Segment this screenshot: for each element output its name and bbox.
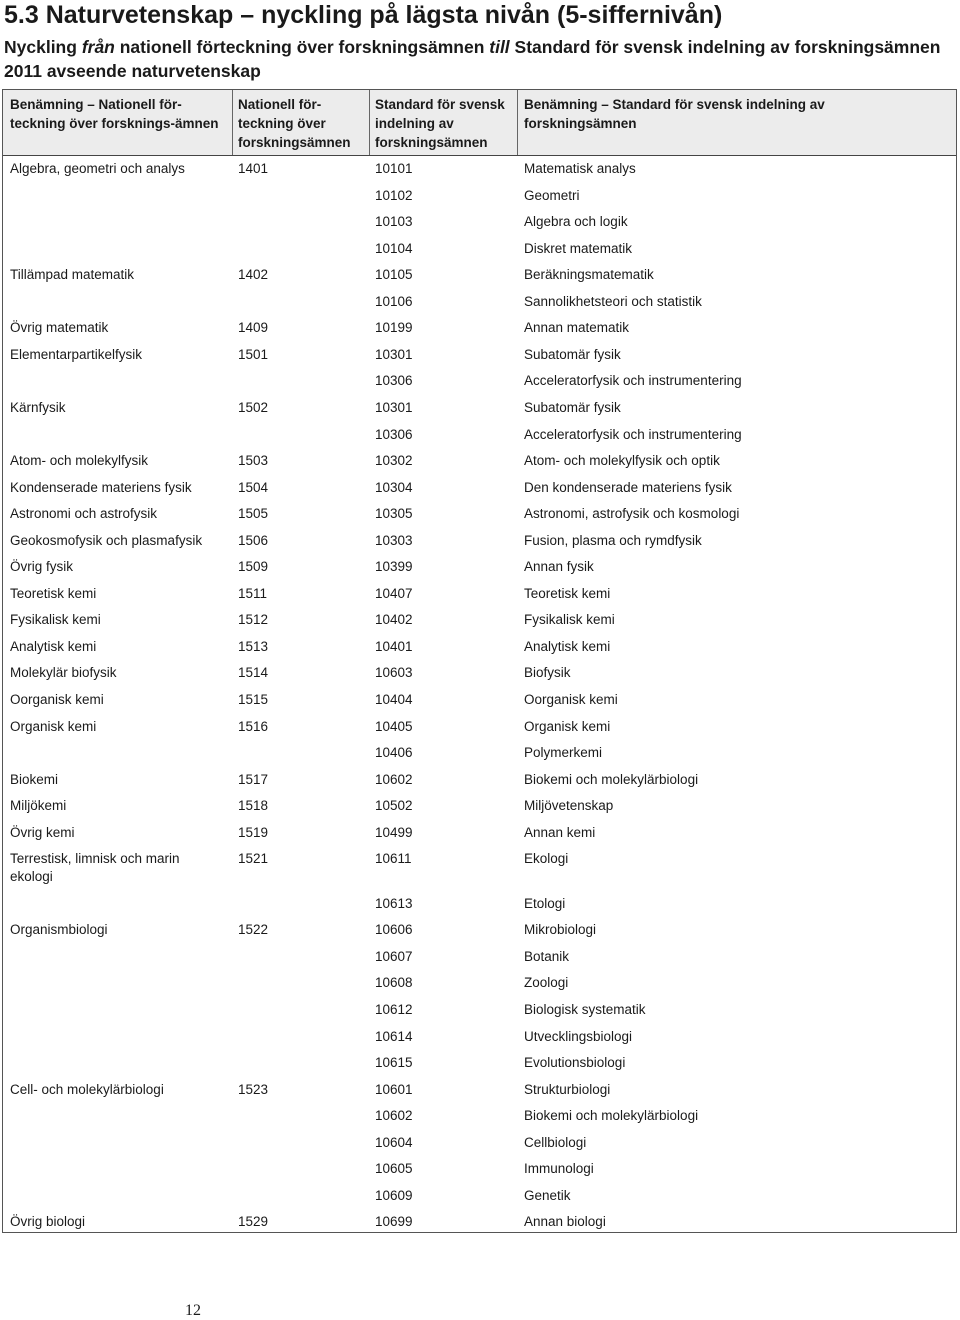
cell-name-national: Molekylär biofysik (10, 665, 117, 680)
header-code-standard: Standard för svensk indelning av forskningsämnen (375, 97, 505, 150)
cell-name-national: Övrig kemi (10, 825, 75, 840)
cell-name-standard: Evolutionsbiologi (524, 1055, 626, 1070)
cell-code-standard: 10407 (375, 586, 413, 601)
cell-code-national: 1516 (238, 719, 269, 734)
cell-name-national: Organismbiologi (10, 922, 108, 937)
cell-code-national: 1519 (238, 825, 269, 840)
cell-name-national: Övrig fysik (10, 559, 74, 574)
cell-name-standard: Fusion, plasma och rymdfysik (524, 533, 702, 548)
cell-name-national: Terrestisk, limnisk och marin ekologi (10, 851, 180, 884)
cell-name-standard: Algebra och logik (524, 214, 628, 229)
cell-code-standard: 10306 (375, 373, 413, 388)
page-title: 5.3 Naturvetenskap – nyckling på lägsta nivån (5-siffernivån) (4, 1, 723, 29)
cell-name-standard: Genetik (524, 1188, 571, 1203)
cell-name-standard: Subatomär fysik (524, 347, 621, 362)
cell-code-standard: 10601 (375, 1082, 413, 1097)
cell-name-standard: Geometri (524, 188, 580, 203)
cell-code-standard: 10603 (375, 665, 413, 680)
cell-code-standard: 10103 (375, 214, 413, 229)
cell-code-standard: 10399 (375, 559, 413, 574)
cell-code-national: 1517 (238, 772, 269, 787)
cell-name-standard: Immunologi (524, 1161, 594, 1176)
cell-code-standard: 10302 (375, 453, 413, 468)
cell-code-standard: 10402 (375, 612, 413, 627)
cell-name-standard: Annan matematik (524, 320, 630, 335)
cell-code-standard: 10602 (375, 772, 413, 787)
cell-code-national: 1512 (238, 612, 269, 627)
mapping-table (2, 89, 957, 1233)
cell-name-standard: Cellbiologi (524, 1135, 587, 1150)
cell-code-national: 1523 (238, 1082, 269, 1097)
cell-code-standard: 10604 (375, 1135, 413, 1150)
page-subtitle (4, 35, 954, 83)
header-name-standard: Benämning – Standard för svensk indelning av forskningsämnen (524, 97, 825, 131)
cell-code-standard: 10608 (375, 975, 413, 990)
subtitle-to-word: till (489, 37, 510, 57)
cell-name-standard: Polymerkemi (524, 745, 603, 760)
cell-code-national: 1509 (238, 559, 269, 574)
cell-name-national: Geokosmofysik och plasmafysik (10, 533, 203, 548)
subtitle-from-word: från (81, 37, 115, 57)
cell-code-standard: 10105 (375, 267, 413, 282)
cell-code-national: 1504 (238, 480, 269, 495)
cell-code-national: 1503 (238, 453, 269, 468)
header-divider (517, 90, 518, 155)
cell-name-national: Oorganisk kemi (10, 692, 104, 707)
cell-name-standard: Den kondenserade materiens fysik (524, 480, 732, 495)
subtitle-part-3: Standard för svensk indelning av forskningsämnen 2011 avseende naturvetenskap (4, 37, 941, 81)
cell-name-standard: Astronomi, astrofysik och kosmologi (524, 506, 740, 521)
cell-code-standard: 10614 (375, 1029, 413, 1044)
cell-name-standard: Biokemi och molekylärbiologi (524, 772, 699, 787)
cell-name-standard: Ekologi (524, 851, 569, 866)
cell-code-standard: 10303 (375, 533, 413, 548)
cell-name-standard: Strukturbiologi (524, 1082, 611, 1097)
cell-name-standard: Sannolikhetsteori och statistik (524, 294, 702, 309)
cell-name-national: Övrig matematik (10, 320, 109, 335)
cell-code-national: 1402 (238, 267, 269, 282)
cell-name-standard: Biologisk systematik (524, 1002, 646, 1017)
cell-code-national: 1514 (238, 665, 269, 680)
cell-name-national: Fysikalisk kemi (10, 612, 101, 627)
cell-code-standard: 10304 (375, 480, 413, 495)
cell-name-standard: Organisk kemi (524, 719, 611, 734)
cell-code-standard: 10405 (375, 719, 413, 734)
header-divider (369, 90, 370, 155)
cell-name-standard: Subatomär fysik (524, 400, 621, 415)
cell-code-national: 1511 (238, 586, 268, 601)
cell-code-standard: 10613 (375, 896, 413, 911)
cell-name-standard: Acceleratorfysik och instrumentering (524, 373, 742, 388)
cell-name-standard: Oorganisk kemi (524, 692, 618, 707)
cell-code-national: 1522 (238, 922, 269, 937)
header-code-national: Nationell för-teckning över forskningsämnen (238, 97, 351, 150)
cell-code-standard: 10102 (375, 188, 413, 203)
cell-code-standard: 10615 (375, 1055, 413, 1070)
cell-code-standard: 10609 (375, 1188, 413, 1203)
cell-code-national: 1529 (238, 1214, 269, 1229)
cell-code-national: 1401 (238, 161, 269, 176)
cell-code-national: 1518 (238, 798, 269, 813)
cell-code-national: 1513 (238, 639, 269, 654)
cell-name-national: Kärnfysik (10, 400, 66, 415)
cell-name-standard: Zoologi (524, 975, 569, 990)
cell-name-standard: Miljövetenskap (524, 798, 614, 813)
cell-name-national: Atom- och molekylfysik (10, 453, 149, 468)
cell-name-standard: Acceleratorfysik och instrumentering (524, 427, 742, 442)
cell-code-standard: 10502 (375, 798, 413, 813)
cell-code-standard: 10499 (375, 825, 413, 840)
cell-code-standard: 10301 (375, 347, 413, 362)
cell-name-standard: Annan kemi (524, 825, 596, 840)
cell-code-national: 1521 (238, 851, 269, 866)
cell-name-standard: Biofysik (524, 665, 571, 680)
cell-code-standard: 10106 (375, 294, 413, 309)
cell-name-standard: Analytisk kemi (524, 639, 611, 654)
cell-code-standard: 10306 (375, 427, 413, 442)
cell-name-national: Algebra, geometri och analys (10, 161, 185, 176)
subtitle-part-2: nationell förteckning över forskningsämnen (114, 37, 490, 57)
table-header (3, 90, 956, 156)
cell-name-national: Elementarpartikelfysik (10, 347, 143, 362)
cell-name-national: Kondenserade materiens fysik (10, 480, 192, 495)
cell-code-standard: 10406 (375, 745, 413, 760)
header-divider (232, 90, 233, 155)
cell-name-standard: Atom- och molekylfysik och optik (524, 453, 720, 468)
cell-name-standard: Annan biologi (524, 1214, 606, 1229)
cell-code-standard: 10606 (375, 922, 413, 937)
cell-code-national: 1515 (238, 692, 269, 707)
cell-code-standard: 10611 (375, 851, 412, 866)
cell-name-standard: Teoretisk kemi (524, 586, 611, 601)
cell-name-national: Övrig biologi (10, 1214, 86, 1229)
cell-name-national: Tillämpad matematik (10, 267, 135, 282)
cell-name-national: Analytisk kemi (10, 639, 97, 654)
cell-name-standard: Etologi (524, 896, 566, 911)
cell-name-national: Teoretisk kemi (10, 586, 97, 601)
cell-code-standard: 10605 (375, 1161, 413, 1176)
cell-code-standard: 10104 (375, 241, 413, 256)
cell-code-national: 1505 (238, 506, 269, 521)
cell-name-standard: Beräkningsmatematik (524, 267, 654, 282)
page-number: 12 (185, 1302, 201, 1319)
cell-name-standard: Biokemi och molekylärbiologi (524, 1108, 699, 1123)
cell-code-standard: 10199 (375, 320, 413, 335)
cell-code-standard: 10602 (375, 1108, 413, 1123)
cell-code-national: 1506 (238, 533, 269, 548)
cell-name-standard: Annan fysik (524, 559, 594, 574)
cell-code-standard: 10101 (375, 161, 413, 176)
cell-code-standard: 10401 (375, 639, 413, 654)
cell-code-standard: 10404 (375, 692, 413, 707)
cell-name-national: Astronomi och astrofysik (10, 506, 158, 521)
cell-name-national: Biokemi (10, 772, 59, 787)
cell-name-national: Organisk kemi (10, 719, 97, 734)
cell-name-standard: Fysikalisk kemi (524, 612, 615, 627)
cell-code-standard: 10612 (375, 1002, 413, 1017)
cell-name-standard: Utvecklingsbiologi (524, 1029, 633, 1044)
cell-name-national: Cell- och molekylärbiologi (10, 1082, 164, 1097)
cell-code-national: 1409 (238, 320, 269, 335)
cell-code-standard: 10699 (375, 1214, 413, 1229)
cell-code-standard: 10607 (375, 949, 413, 964)
subtitle-part-1: Nyckling (4, 37, 82, 57)
cell-code-national: 1502 (238, 400, 269, 415)
cell-name-standard: Mikrobiologi (524, 922, 597, 937)
cell-name-national: Miljökemi (10, 798, 67, 813)
header-name-national: Benämning – Nationell för-teckning över forsknings-ämnen (10, 97, 219, 131)
cell-code-standard: 10305 (375, 506, 413, 521)
cell-name-standard: Matematisk analys (524, 161, 636, 176)
cell-name-standard: Diskret matematik (524, 241, 633, 256)
cell-name-standard: Botanik (524, 949, 570, 964)
cell-code-national: 1501 (238, 347, 269, 362)
cell-code-standard: 10301 (375, 400, 413, 415)
